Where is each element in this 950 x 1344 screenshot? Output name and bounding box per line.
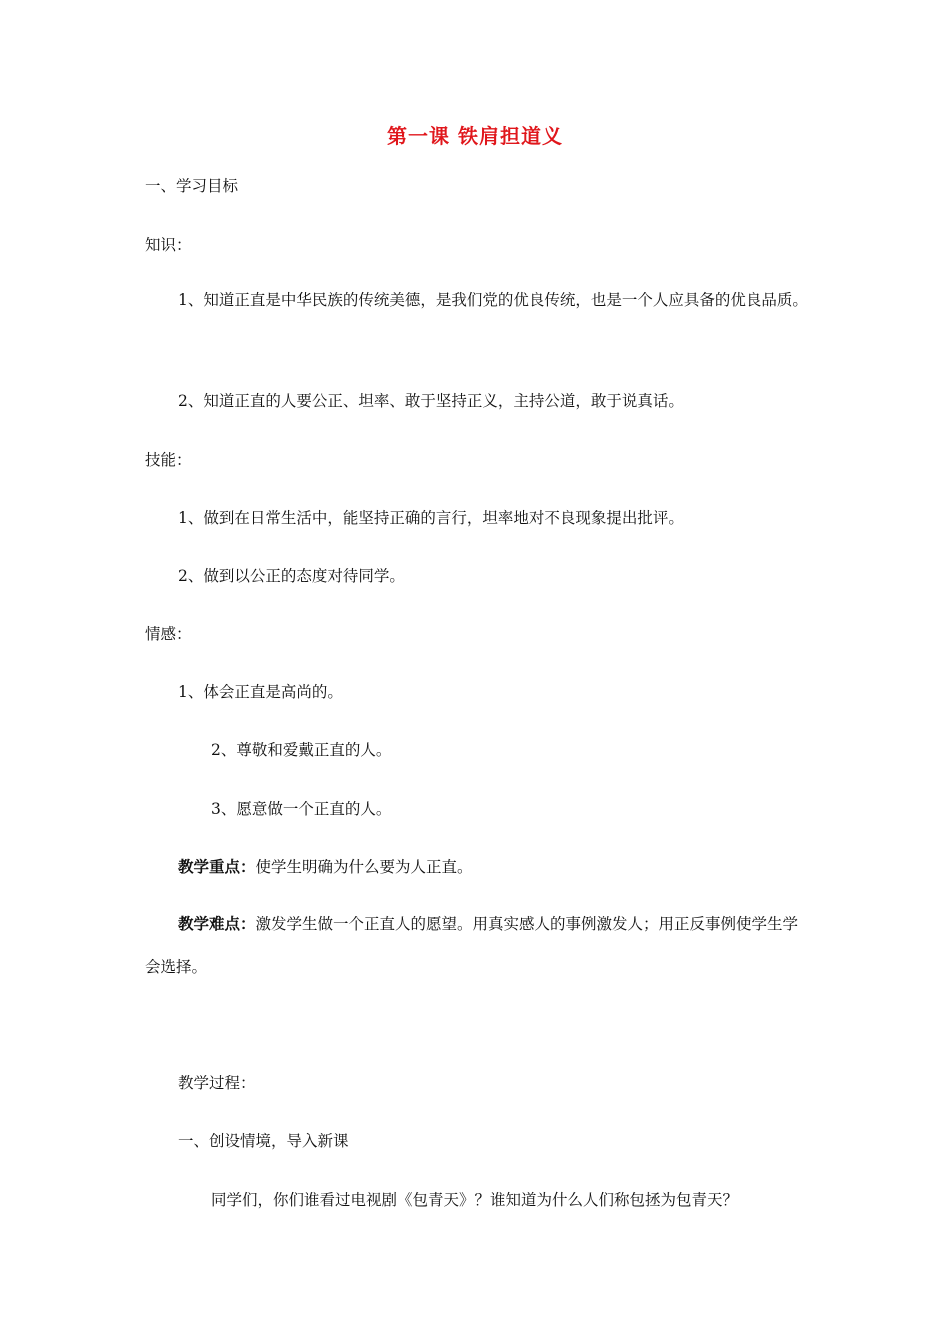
key-point [178, 857, 473, 877]
knowledge-item-1: 1、知道正直是中华民族的传统美德，是我们党的优良传统，也是一个人应具备的优良品质。 [178, 291, 808, 309]
section-objectives-heading: 一、学习目标 [145, 177, 239, 195]
process-step-1: 一、创设情境，导入新课 [178, 1132, 349, 1150]
key-point-text: 使学生明确为什么要为人正直。 [255, 858, 473, 876]
key-point-label: 教学重点： [178, 857, 256, 876]
difficult-point-text: 激发学生做一个正直人的愿望。用真实感人的事例激发人；用正反事例使学生学会选择。 [145, 915, 799, 976]
skills-item-2: 2、做到以公正的态度对待同学。 [178, 567, 405, 585]
emotion-item-1: 1、体会正直是高尚的。 [178, 683, 343, 701]
emotion-item-3: 3、愿意做一个正直的人。 [211, 800, 392, 818]
difficult-point [145, 902, 809, 989]
process-paragraph: 同学们，你们谁看过电视剧《包青天》？谁知道为什么人们称包拯为包青天？ [211, 1191, 739, 1209]
skills-heading: 技能： [145, 451, 192, 469]
skills-item-1: 1、做到在日常生活中，能坚持正确的言行，坦率地对不良现象提出批评。 [178, 509, 684, 527]
emotion-item-2: 2、尊敬和爱戴正直的人。 [211, 741, 392, 759]
knowledge-item-2: 2、知道正直的人要公正、坦率、敢于坚持正义，主持公道，敢于说真话。 [178, 392, 684, 410]
knowledge-heading: 知识： [145, 236, 192, 254]
emotion-heading: 情感： [145, 625, 192, 643]
difficult-point-label: 教学难点： [178, 914, 256, 933]
process-heading: 教学过程： [178, 1074, 256, 1092]
lesson-title: 第一课 铁肩担道义 [387, 124, 563, 148]
